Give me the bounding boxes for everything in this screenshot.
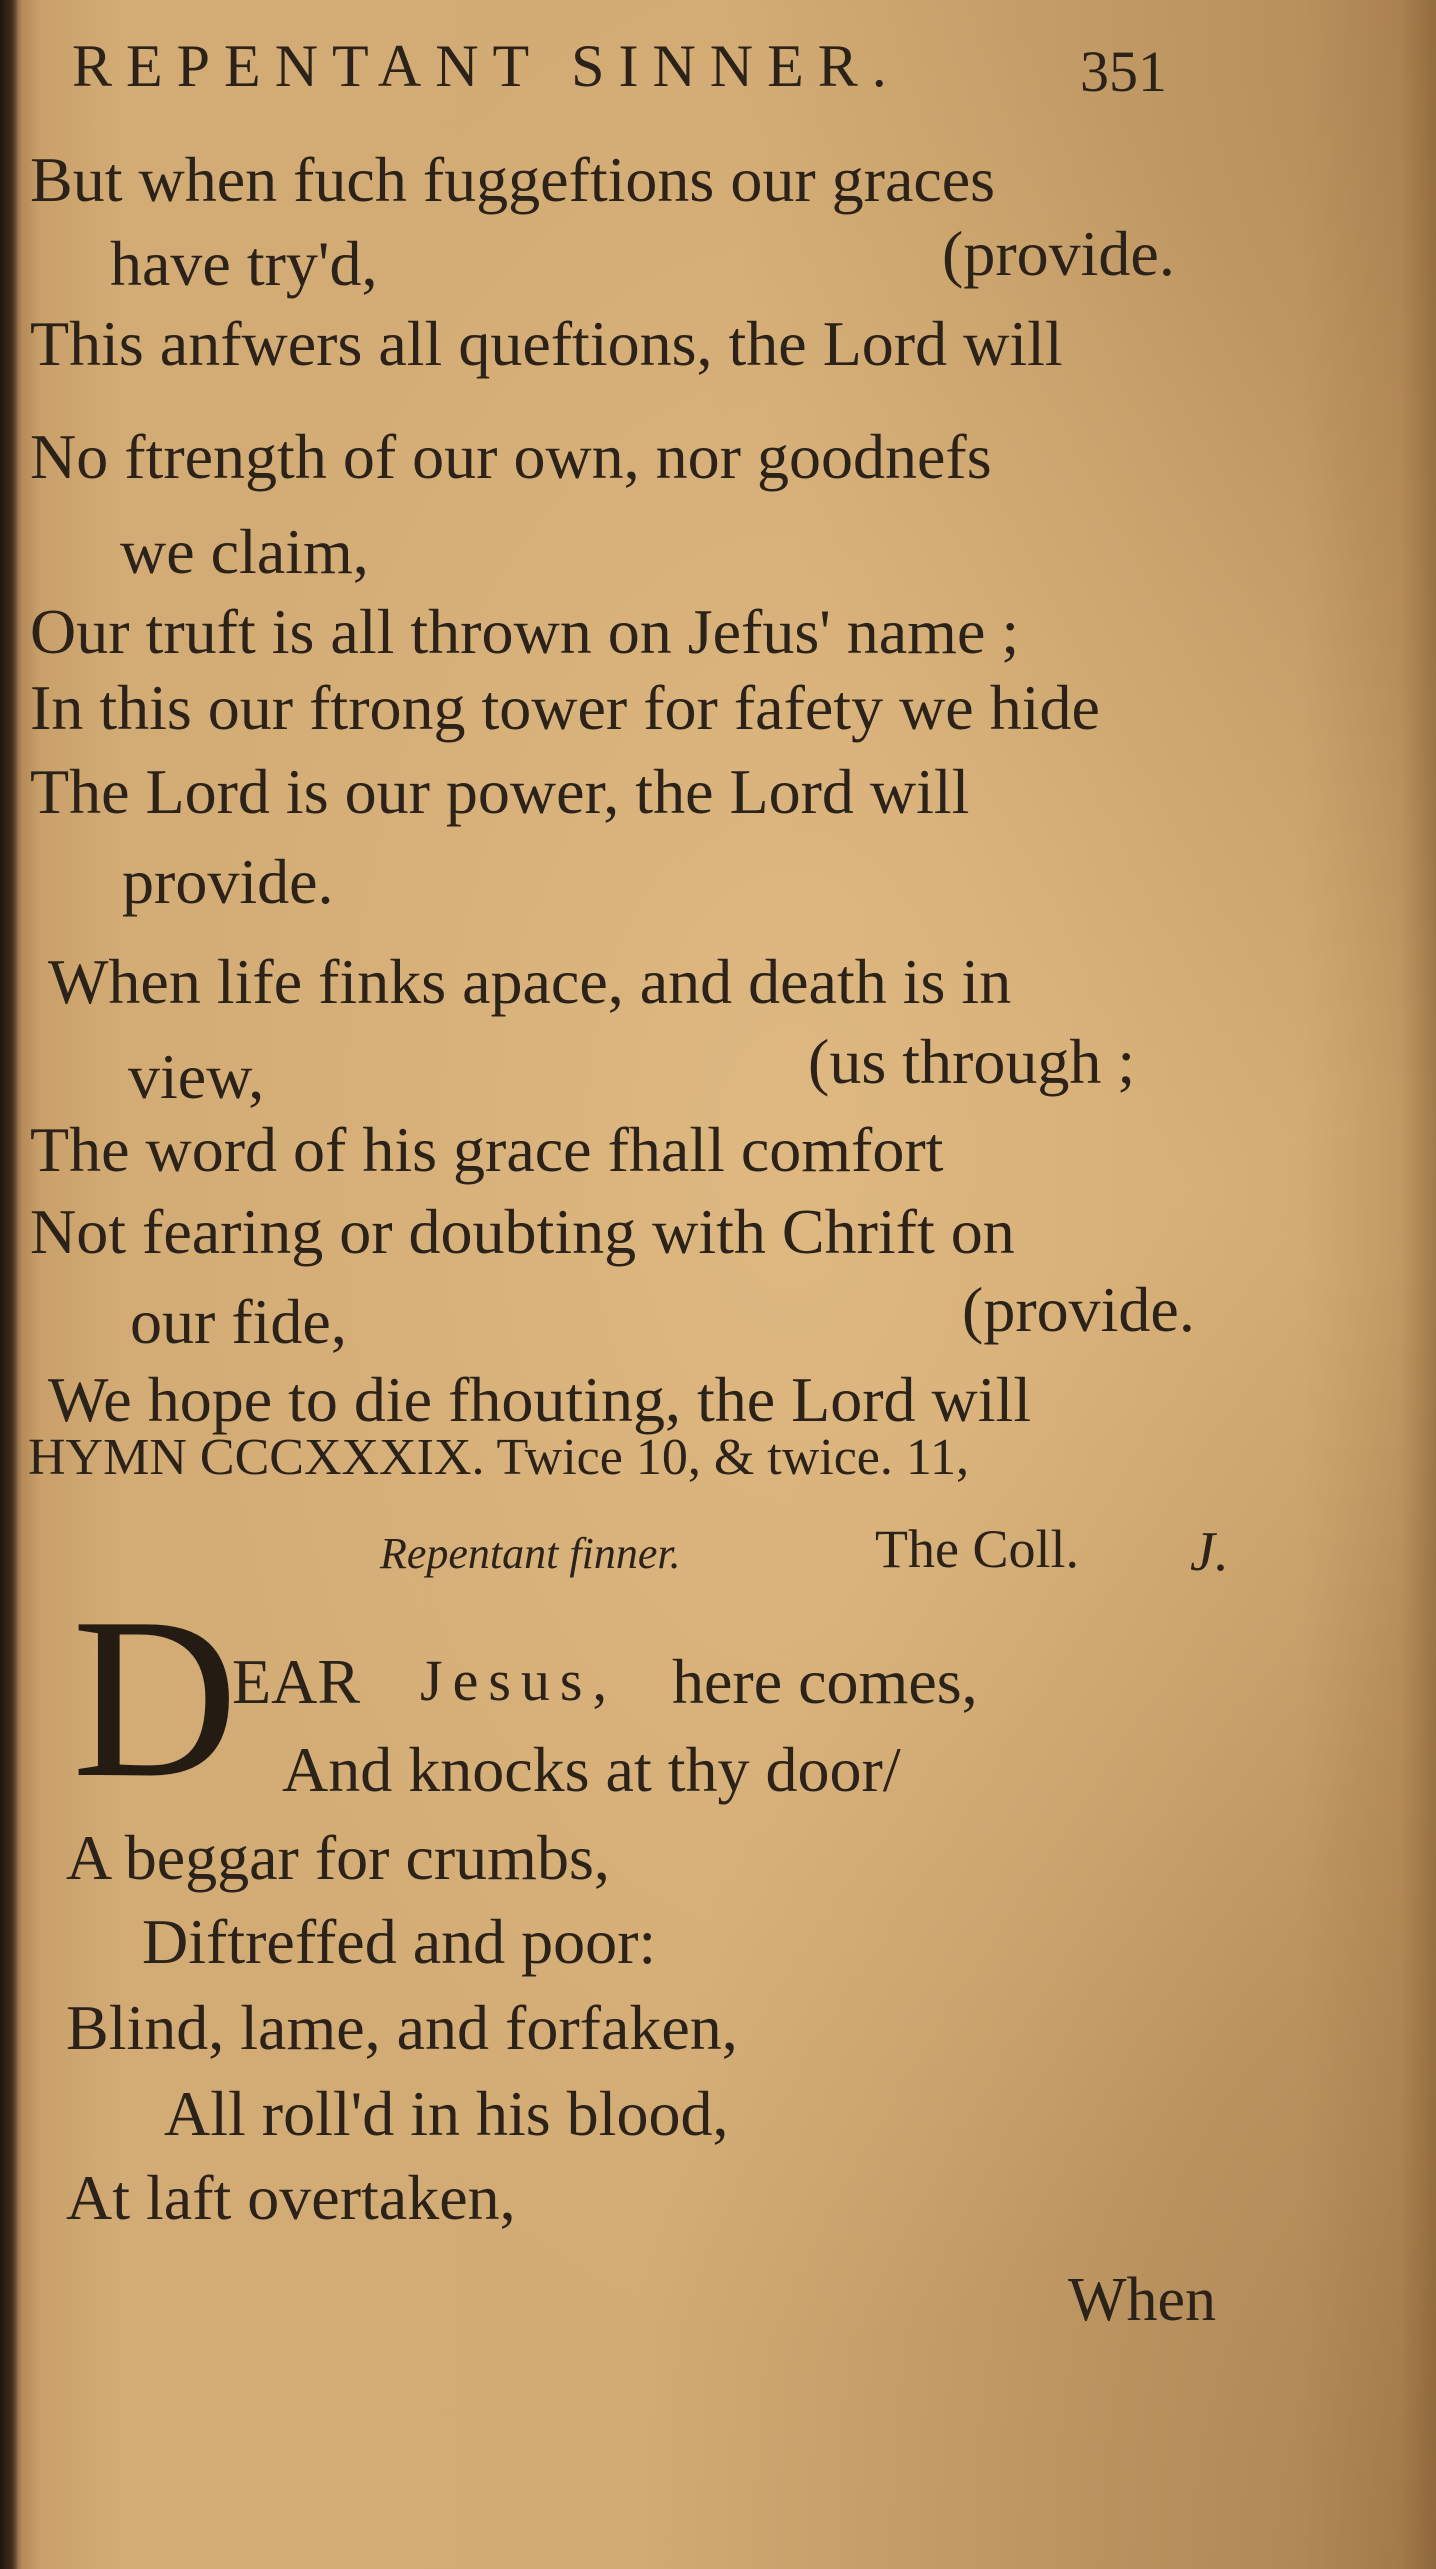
verse-line: we claim, <box>120 516 369 587</box>
hymn-title: HYMN CCCXXXIX. Twice 10, & twice. 11, <box>28 1429 969 1486</box>
verse-line: This anfwers all queftions, the Lord will <box>30 308 1063 379</box>
hymn-line: Blind, lame, and forfaken, <box>66 1992 738 2063</box>
verse-line-turnover: (provide. <box>962 1274 1195 1345</box>
hymn-first-line-c: here comes, <box>672 1646 978 1717</box>
verse-line: The Lord is our power, the Lord will <box>30 756 970 827</box>
hymn-line: All roll'd in his blood, <box>164 2078 729 2149</box>
verse-line: When life finks apace, and death is in <box>48 946 1012 1017</box>
hymn-line: And knocks at thy door/ <box>282 1734 901 1805</box>
verse-line: provide. <box>122 846 334 917</box>
page-number: 351 <box>1080 39 1167 104</box>
verse-line: The word of his grace fhall comfort <box>30 1114 944 1185</box>
hymn-line: Diftreffed and poor: <box>142 1906 657 1977</box>
verse-line: No ftrength of our own, nor goodnefs <box>30 421 992 492</box>
verse-line: our fide, <box>130 1286 347 1357</box>
drop-cap: D <box>72 1570 239 1825</box>
hymn-subtitle: Repentant finner. <box>380 1529 681 1578</box>
hymn-first-line-b: Jesus, <box>420 1648 617 1713</box>
verse-line: have try'd, <box>110 228 378 299</box>
running-title: REPENTANT SINNER. <box>72 33 901 99</box>
verse-line: But when fuch fuggeftions our graces <box>30 144 996 215</box>
verse-line: We hope to die fhouting, the Lord will <box>48 1364 1032 1435</box>
verse-line: Our truft is all thrown on Jefus' name ; <box>30 596 1020 667</box>
hymn-line: At laft overtaken, <box>66 2162 516 2233</box>
hymn-author: J. <box>1190 1521 1229 1583</box>
book-spine-shadow <box>0 0 18 2569</box>
hymn-first-line-a: EAR <box>232 1646 360 1717</box>
verse-line: Not fearing or doubting with Chrift on <box>30 1196 1015 1267</box>
hymn-line: A beggar for crumbs, <box>66 1822 610 1893</box>
verse-line: view, <box>128 1041 265 1112</box>
verse-line-turnover: (us through ; <box>808 1026 1136 1097</box>
verse-line: In this our ftrong tower for fafety we hide <box>30 672 1100 743</box>
hymn-collection: The Coll. <box>875 1519 1079 1579</box>
verse-line-turnover: (provide. <box>942 218 1175 289</box>
catchword: When <box>1068 2266 1217 2334</box>
